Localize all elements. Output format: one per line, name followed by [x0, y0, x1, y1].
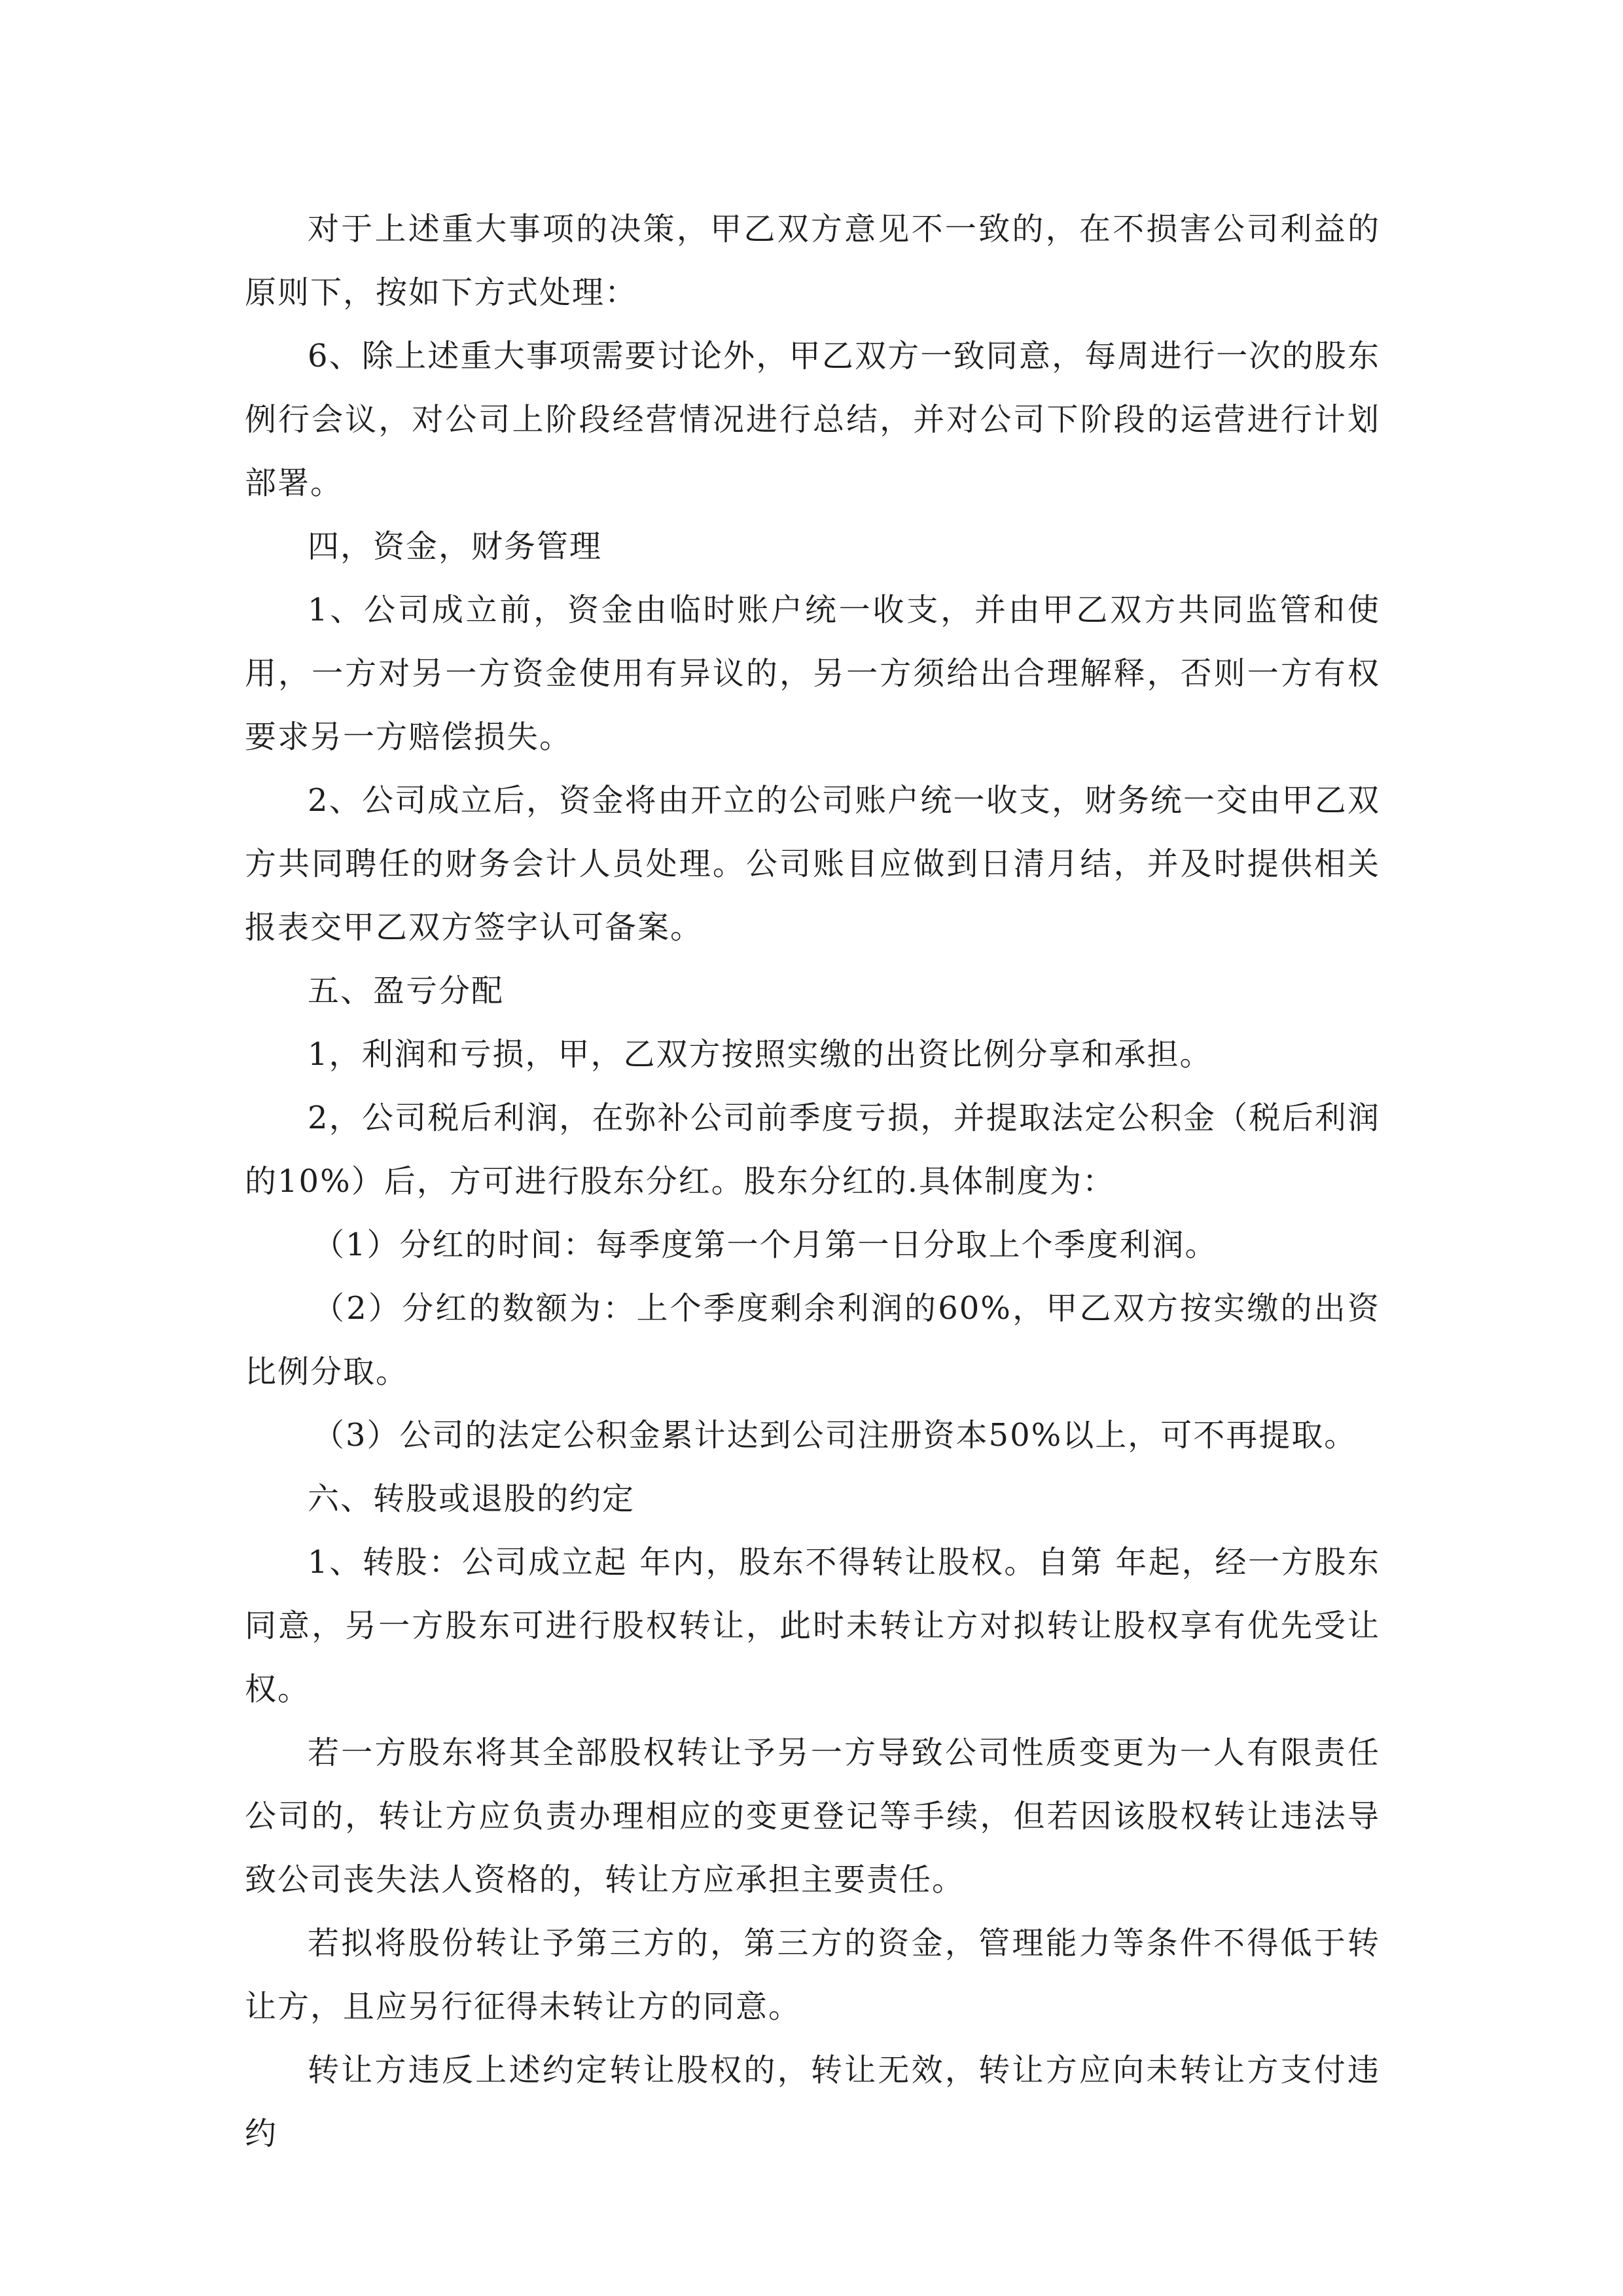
- paragraph-full-transfer: 若一方股东将其全部股权转让予另一方导致公司性质变更为一人有限责任公司的，转让方应负责办理相应的变更登记等手续，但若因该股权转让违法导致公司丧失法人资格的，转让方应承担主要责任。: [245, 1734, 1380, 1898]
- paragraph-transfer-rules: 1、转股：公司成立起 年内，股东不得转让股权。自第 年起，经一方股东同意，另一方股东可进行股权转让，此时未转让方对拟转让股权享有优先受让权。: [245, 1544, 1380, 1708]
- paragraph-profit-share: 1，利润和亏损，甲，乙双方按照实缴的出资比例分享和承担。: [308, 1036, 1213, 1073]
- document-body: [245, 198, 1380, 2166]
- paragraph-weekly-meeting: 6、除上述重大事项需要讨论外，甲乙双方一致同意，每周进行一次的股东例行会议，对公司上阶段经营情况进行总结，并对公司下阶段的运营进行计划部署。: [245, 338, 1380, 501]
- section-heading-profit-loss: 五、盈亏分配: [308, 973, 505, 1009]
- list-item-dividend-amount: （2）分红的数额为：上个季度剩余利润的60%，甲乙双方按实缴的出资比例分取。: [245, 1290, 1380, 1390]
- paragraph-before-establishment: 1、公司成立前，资金由临时账户统一收支，并由甲乙双方共同监管和使用，一方对另一方资金使用有异议的，另一方须给出合理解释，否则一方有权要求另一方赔偿损失。: [245, 592, 1380, 755]
- paragraph-after-establishment: 2、公司成立后，资金将由开立的公司账户统一收支，财务统一交由甲乙双方共同聘任的财务会计人员处理。公司账目应做到日清月结，并及时提供相关报表交甲乙双方签字认可备案。: [245, 782, 1380, 946]
- paragraph-third-party-transfer: 若拟将股份转让予第三方的，第三方的资金，管理能力等条件不得低于转让方，且应另行征得未转让方的同意。: [245, 1925, 1380, 2025]
- paragraph-transfer-violation: 转让方违反上述约定转让股权的，转让无效，转让方应向未转让方支付违约: [245, 2052, 1380, 2152]
- section-heading-finance: 四，资金，财务管理: [308, 528, 603, 565]
- list-item-dividend-time: （1）分红的时间：每季度第一个月第一日分取上个季度利润。: [313, 1227, 1218, 1263]
- paragraph-dividend-conditions: 2，公司税后利润，在弥补公司前季度亏损，并提取法定公积金（税后利润的10%）后，方可进行股东分红。股东分红的.具体制度为：: [245, 1100, 1380, 1200]
- paragraph-decision-disagreement: 对于上述重大事项的决策，甲乙双方意见不一致的，在不损害公司利益的原则下，按如下方式处理：: [245, 211, 1380, 311]
- list-item-reserve-cap: （3）公司的法定公积金累计达到公司注册资本50%以上，可不再提取。: [313, 1417, 1357, 1454]
- section-heading-share-transfer: 六、转股或退股的约定: [308, 1480, 635, 1517]
